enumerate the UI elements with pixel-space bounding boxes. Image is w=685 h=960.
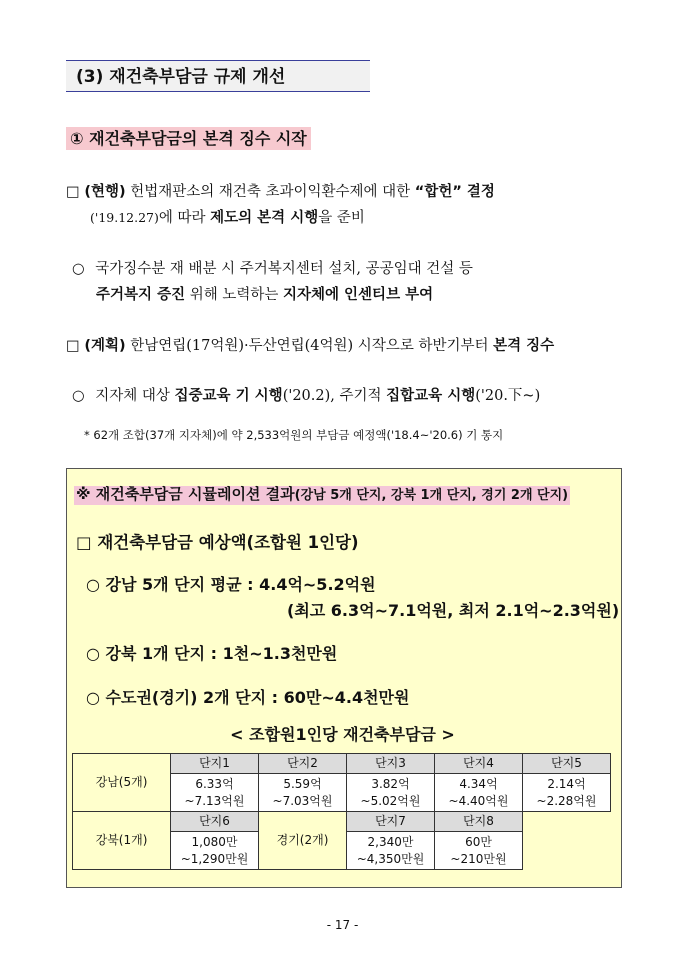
complex-1-value: 6.33억 ~7.13억원: [171, 774, 259, 812]
current-text-d: 을 준비: [318, 210, 365, 226]
square-bullet-icon: □: [66, 184, 80, 200]
gangnam-range: (최고 6.3억~7.1억원, 최저 2.1억~2.3억원): [287, 601, 620, 620]
education-paragraph: [72, 386, 540, 406]
section-title-text: (3) 재건축부담금 규제 개선: [76, 67, 286, 87]
incentive-paragraph-line2: [96, 285, 433, 305]
plan-text-a: 한남연립(17억원)·두산연립(4억원) 시작으로 하반기부터: [125, 338, 494, 354]
gangbuk-estimate: ○ 강북 1개 단지 : 1천~1.3천만원: [86, 644, 338, 663]
incentive-paragraph: [72, 259, 473, 279]
complex-3-header: 단지3: [347, 754, 435, 774]
circle-bullet-icon: ○: [72, 261, 85, 277]
education-bold-a: 집중교육 기 시행: [174, 388, 283, 404]
simulation-title-highlight: ※ 재건축부담금 시뮬레이션 결과(강남 5개 단지, 강북 1개 단지, 경기 2개 단지): [76, 485, 569, 503]
decision-date: ('19.12.27): [90, 210, 159, 225]
footnote: [84, 427, 503, 443]
current-tag: (현행): [84, 184, 126, 200]
table-caption: < 조합원1인당 재건축부담금 >: [230, 725, 455, 744]
incentive-bold-b: 지자체에 인센티브 부여: [282, 287, 434, 303]
gangbuk-label: 강북(1개): [73, 812, 171, 870]
current-text-b: 결정: [461, 184, 495, 200]
education-text-a: 지자체 대상: [95, 388, 175, 404]
gangnam-average: ○ 강남 5개 단지 평균 : 4.4억~5.2억원: [86, 575, 376, 594]
current-text-a: 헌법재판소의 재건축 초과이익환수제에 대한: [125, 184, 415, 200]
current-quote: “합헌”: [414, 184, 462, 200]
current-status-paragraph-line2: [90, 208, 365, 228]
plan-tag: (계획): [84, 338, 126, 354]
incentive-text-a: 위해 노력하는: [185, 287, 283, 303]
complex-4-header: 단지4: [435, 754, 523, 774]
section-title: [66, 60, 370, 92]
current-status-paragraph: [66, 182, 495, 202]
gangnam-label: 강남(5개): [73, 754, 171, 812]
complex-4-value: 4.34억 ~4.40억원: [435, 774, 523, 812]
complex-5-header: 단지5: [523, 754, 611, 774]
current-text-c: 에 따라: [158, 210, 211, 226]
complex-2-header: 단지2: [259, 754, 347, 774]
complex-7-value: 2,340만 ~4,350만원: [347, 832, 435, 870]
complex-5-value: 2.14억 ~2.28억원: [523, 774, 611, 812]
complex-1-header: 단지1: [171, 754, 259, 774]
complex-6-header: 단지6: [171, 812, 259, 832]
page-number: - 17 -: [326, 918, 359, 932]
complex-8-header: 단지8: [435, 812, 523, 832]
capital-estimate: ○ 수도권(경기) 2개 단지 : 60만~4.4천만원: [86, 688, 410, 707]
burden-table: [72, 753, 611, 870]
circle-bullet-icon: ○: [72, 388, 85, 404]
complex-2-value: 5.59억 ~7.03억원: [259, 774, 347, 812]
complex-7-header: 단지7: [347, 812, 435, 832]
education-text-b: ('20.2), 주기적: [282, 388, 387, 404]
subsection-title: [66, 126, 311, 149]
incentive-line1: 국가징수분 재 배분 시 주거복지센터 설치, 공공임대 건설 등: [95, 261, 473, 277]
incentive-bold-a: 주거복지 증진: [96, 287, 186, 303]
footnote-text: * 62개 조합(37개 지자체)에 약 2,533억원의 부담금 예정액('18.4~'20.6) 기 통지: [84, 428, 504, 442]
plan-paragraph: [66, 336, 554, 356]
plan-bold-a: 본격 징수: [493, 338, 555, 354]
estimate-heading: □ 재건축부담금 예상액(조합원 1인당): [76, 533, 359, 552]
gyeonggi-label: 경기(2개): [259, 812, 347, 870]
education-bold-b: 집합교육 시행: [386, 388, 476, 404]
simulation-box-title: [74, 483, 570, 504]
subsection-title-text: ① 재건축부담금의 본격 징수 시작: [66, 127, 311, 150]
education-text-c: ('20.下~): [475, 388, 541, 404]
complex-6-value: 1,080만 ~1,290만원: [171, 832, 259, 870]
complex-8-value: 60만 ~210만원: [435, 832, 523, 870]
complex-3-value: 3.82억 ~5.02억원: [347, 774, 435, 812]
current-bold-c: 제도의 본격 시행: [210, 210, 319, 226]
empty-cell: [523, 812, 611, 870]
square-bullet-icon: □: [66, 338, 80, 354]
